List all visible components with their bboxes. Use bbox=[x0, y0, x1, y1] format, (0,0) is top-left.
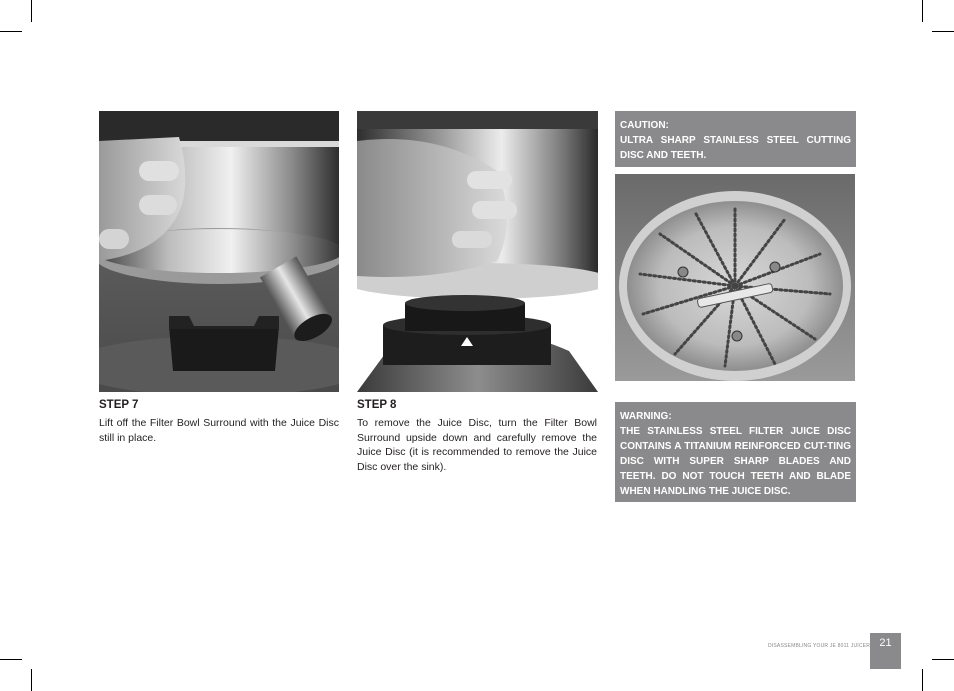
crop-mark bbox=[932, 659, 954, 660]
warning-text: THE STAINLESS STEEL FILTER JUICE DISC CONTAINS A TITANIUM REINFORCED CUT-TING DISC WITH SUPER SHARP BLADES AND TEETH. DO NOT TOUCH TEETH AND BLADE WHEN HANDLING THE JUICE DISC. bbox=[620, 426, 851, 497]
crop-mark bbox=[31, 0, 32, 22]
crop-mark bbox=[0, 659, 22, 660]
juice-disc-photo bbox=[615, 174, 855, 381]
footer-section-title: DISASSEMBLING YOUR JE 8011 JUICER bbox=[768, 643, 871, 649]
caution-box bbox=[615, 111, 856, 167]
crop-mark bbox=[31, 669, 32, 691]
warning-heading: WARNING: bbox=[620, 411, 672, 422]
step7-photo bbox=[99, 111, 339, 392]
crop-mark bbox=[922, 669, 923, 691]
crop-mark bbox=[932, 31, 954, 32]
step7-body: Lift off the Filter Bowl Surround with the Juice Disc still in place. bbox=[99, 417, 339, 444]
page-number: 21 bbox=[870, 633, 901, 669]
caution-text: ULTRA SHARP STAINLESS STEEL CUTTING DISC AND TEETH. bbox=[620, 135, 851, 161]
crop-mark bbox=[0, 31, 22, 32]
caution-heading: CAUTION: bbox=[620, 120, 669, 131]
step7-title: STEP 7 bbox=[99, 399, 139, 411]
step8-title: STEP 8 bbox=[357, 399, 397, 411]
warning-box bbox=[615, 402, 856, 502]
crop-mark bbox=[922, 0, 923, 22]
step8-body: To remove the Juice Disc, turn the Filter Bowl Surround upside down and carefully remove the Juice Disc (it is recommended to remove the Juice Disc over the sink). bbox=[357, 417, 597, 473]
step8-photo bbox=[357, 111, 598, 392]
